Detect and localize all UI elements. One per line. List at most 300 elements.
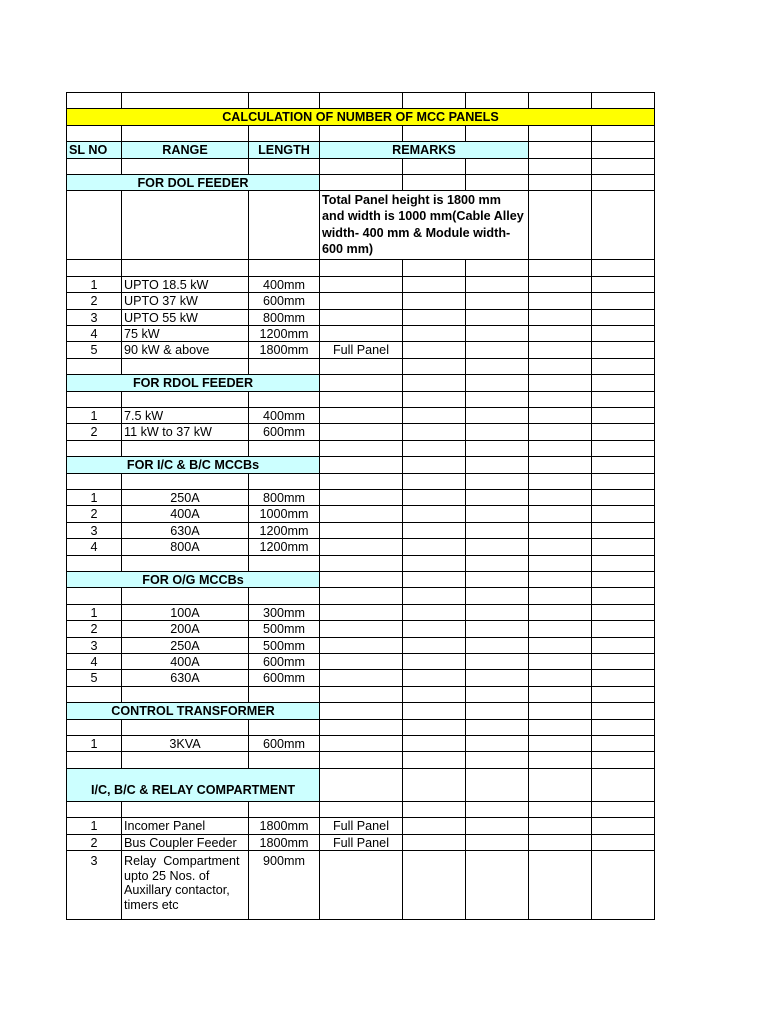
- panel-size-note-line: 600 mm): [322, 242, 374, 257]
- empty-cell: [67, 556, 122, 572]
- empty-cell: [592, 802, 655, 818]
- empty-cell: [67, 93, 122, 109]
- empty-cell: [466, 506, 529, 523]
- empty-cell: [403, 310, 466, 326]
- sl-no-cell: 3: [67, 638, 122, 654]
- empty-cell: [320, 506, 403, 523]
- empty-cell: [320, 654, 403, 670]
- empty-cell: [122, 126, 249, 142]
- empty-cell: [592, 126, 655, 142]
- range-cell-line: timers etc: [124, 898, 179, 913]
- empty-cell: [67, 126, 122, 142]
- empty-cell: [592, 736, 655, 752]
- empty-cell: [403, 408, 466, 424]
- section-heading: FOR I/C & B/C MCCBs: [67, 457, 320, 474]
- empty-cell: [403, 457, 466, 474]
- empty-cell: [529, 572, 592, 588]
- empty-cell: [67, 474, 122, 490]
- sl-no-cell: 2: [67, 835, 122, 851]
- empty-cell: [592, 293, 655, 310]
- empty-cell: [529, 191, 592, 260]
- empty-cell: [249, 392, 320, 408]
- empty-cell: [466, 175, 529, 191]
- range-cell: 75 kW: [122, 326, 249, 342]
- empty-cell: [403, 159, 466, 175]
- empty-cell: [320, 293, 403, 310]
- empty-cell: [466, 539, 529, 556]
- empty-cell: [403, 654, 466, 670]
- empty-cell: [529, 490, 592, 506]
- empty-cell: [320, 277, 403, 293]
- empty-cell: [122, 392, 249, 408]
- empty-cell: [592, 474, 655, 490]
- sl-no-cell: 5: [67, 670, 122, 687]
- empty-cell: [466, 342, 529, 359]
- empty-cell: [403, 556, 466, 572]
- empty-cell: [320, 638, 403, 654]
- empty-cell: [466, 93, 529, 109]
- empty-cell: [529, 375, 592, 392]
- sl-no-cell: 1: [67, 736, 122, 752]
- empty-cell: [320, 375, 403, 392]
- empty-cell: [592, 142, 655, 159]
- remarks-cell: Full Panel: [320, 818, 403, 835]
- empty-cell: [403, 490, 466, 506]
- range-cell: 7.5 kW: [122, 408, 249, 424]
- empty-cell: [592, 490, 655, 506]
- empty-cell: [320, 670, 403, 687]
- empty-cell: [320, 359, 403, 375]
- empty-cell: [592, 572, 655, 588]
- empty-cell: [529, 93, 592, 109]
- section-heading: FOR RDOL FEEDER: [67, 375, 320, 392]
- sl-no-cell: 1: [67, 818, 122, 835]
- empty-cell: [592, 654, 655, 670]
- empty-cell: [122, 260, 249, 277]
- empty-cell: [529, 175, 592, 191]
- section-heading: CONTROL TRANSFORMER: [67, 703, 320, 720]
- sl-no-cell: 2: [67, 506, 122, 523]
- empty-cell: [529, 769, 592, 802]
- empty-cell: [320, 260, 403, 277]
- empty-cell: [592, 588, 655, 605]
- panel-size-note-line: Total Panel height is 1800 mm: [322, 193, 501, 207]
- length-cell: 400mm: [249, 277, 320, 293]
- empty-cell: [403, 605, 466, 621]
- empty-cell: [249, 441, 320, 457]
- empty-cell: [67, 802, 122, 818]
- empty-cell: [67, 752, 122, 769]
- empty-cell: [592, 703, 655, 720]
- empty-cell: [249, 687, 320, 703]
- column-header-remarks: REMARKS: [320, 142, 529, 159]
- empty-cell: [403, 769, 466, 802]
- empty-cell: [529, 392, 592, 408]
- empty-cell: [529, 260, 592, 277]
- empty-cell: [592, 457, 655, 474]
- remarks-cell: Full Panel: [320, 342, 403, 359]
- empty-cell: [122, 588, 249, 605]
- length-cell: 1200mm: [249, 539, 320, 556]
- empty-cell: [466, 159, 529, 175]
- empty-cell: [403, 588, 466, 605]
- empty-cell: [529, 588, 592, 605]
- empty-cell: [320, 457, 403, 474]
- empty-cell: [403, 835, 466, 851]
- empty-cell: [529, 359, 592, 375]
- empty-cell: [320, 408, 403, 424]
- sheet-title: CALCULATION OF NUMBER OF MCC PANELS: [67, 109, 655, 126]
- remarks-cell: Full Panel: [320, 835, 403, 851]
- empty-cell: [320, 93, 403, 109]
- empty-cell: [320, 752, 403, 769]
- empty-cell: [320, 490, 403, 506]
- empty-cell: [249, 474, 320, 490]
- empty-cell: [529, 142, 592, 159]
- empty-cell: [529, 687, 592, 703]
- panel-size-note-line: and width is 1000 mm(Cable Alley: [322, 209, 524, 224]
- sl-no-cell: 4: [67, 539, 122, 556]
- length-cell: 800mm: [249, 310, 320, 326]
- empty-cell: [122, 441, 249, 457]
- empty-cell: [466, 835, 529, 851]
- empty-cell: [122, 191, 249, 260]
- empty-cell: [403, 703, 466, 720]
- empty-cell: [403, 802, 466, 818]
- empty-cell: [249, 159, 320, 175]
- empty-cell: [67, 720, 122, 736]
- range-cell-line: Auxillary contactor,: [124, 883, 230, 898]
- empty-cell: [466, 392, 529, 408]
- empty-cell: [529, 457, 592, 474]
- empty-cell: [592, 424, 655, 441]
- empty-cell: [529, 654, 592, 670]
- empty-cell: [592, 277, 655, 293]
- sl-no-cell: 1: [67, 408, 122, 424]
- empty-cell: [466, 474, 529, 490]
- empty-cell: [403, 342, 466, 359]
- empty-cell: [67, 687, 122, 703]
- empty-cell: [466, 126, 529, 142]
- empty-cell: [320, 687, 403, 703]
- empty-cell: [592, 818, 655, 835]
- empty-cell: [403, 359, 466, 375]
- empty-cell: [466, 654, 529, 670]
- sl-no-cell: 3: [67, 310, 122, 326]
- sl-no-cell: 2: [67, 424, 122, 441]
- empty-cell: [67, 588, 122, 605]
- sl-no-cell: 3: [67, 851, 122, 920]
- length-cell: 400mm: [249, 408, 320, 424]
- empty-cell: [466, 293, 529, 310]
- empty-cell: [122, 720, 249, 736]
- empty-cell: [320, 621, 403, 638]
- empty-cell: [466, 818, 529, 835]
- panel-size-note: [320, 191, 529, 260]
- empty-cell: [466, 359, 529, 375]
- range-cell: UPTO 55 kW: [122, 310, 249, 326]
- empty-cell: [529, 703, 592, 720]
- length-cell: 600mm: [249, 736, 320, 752]
- empty-cell: [67, 260, 122, 277]
- length-cell: 1800mm: [249, 818, 320, 835]
- range-cell: Incomer Panel: [122, 818, 249, 835]
- empty-cell: [403, 93, 466, 109]
- empty-cell: [320, 424, 403, 441]
- empty-cell: [403, 638, 466, 654]
- empty-cell: [466, 523, 529, 539]
- empty-cell: [403, 720, 466, 736]
- range-cell: Bus Coupler Feeder: [122, 835, 249, 851]
- panel-size-note-text: [322, 192, 524, 258]
- empty-cell: [592, 441, 655, 457]
- length-cell: 600mm: [249, 293, 320, 310]
- empty-cell: [320, 523, 403, 539]
- empty-cell: [249, 359, 320, 375]
- empty-cell: [403, 621, 466, 638]
- empty-cell: [529, 277, 592, 293]
- empty-cell: [466, 310, 529, 326]
- empty-cell: [249, 588, 320, 605]
- empty-cell: [403, 424, 466, 441]
- empty-cell: [592, 408, 655, 424]
- empty-cell: [403, 375, 466, 392]
- empty-cell: [529, 720, 592, 736]
- empty-cell: [249, 802, 320, 818]
- empty-cell: [592, 375, 655, 392]
- empty-cell: [529, 342, 592, 359]
- empty-cell: [320, 175, 403, 191]
- range-cell: 630A: [122, 670, 249, 687]
- empty-cell: [320, 802, 403, 818]
- empty-cell: [403, 818, 466, 835]
- range-cell: UPTO 37 kW: [122, 293, 249, 310]
- empty-cell: [529, 851, 592, 920]
- sl-no-cell: 4: [67, 654, 122, 670]
- empty-cell: [529, 556, 592, 572]
- empty-cell: [529, 605, 592, 621]
- column-header-range: RANGE: [122, 142, 249, 159]
- range-cell: 11 kW to 37 kW: [122, 424, 249, 441]
- length-cell: 1800mm: [249, 835, 320, 851]
- empty-cell: [403, 392, 466, 408]
- empty-cell: [466, 572, 529, 588]
- empty-cell: [529, 310, 592, 326]
- empty-cell: [466, 802, 529, 818]
- empty-cell: [122, 752, 249, 769]
- empty-cell: [529, 835, 592, 851]
- length-cell: 1200mm: [249, 523, 320, 539]
- range-cell: 3KVA: [122, 736, 249, 752]
- empty-cell: [466, 441, 529, 457]
- empty-cell: [592, 687, 655, 703]
- range-cell: [122, 851, 249, 920]
- empty-cell: [529, 474, 592, 490]
- empty-cell: [592, 556, 655, 572]
- empty-cell: [529, 326, 592, 342]
- empty-cell: [320, 572, 403, 588]
- empty-cell: [592, 506, 655, 523]
- empty-cell: [320, 126, 403, 142]
- empty-cell: [466, 424, 529, 441]
- empty-cell: [466, 720, 529, 736]
- empty-cell: [403, 752, 466, 769]
- empty-cell: [403, 260, 466, 277]
- sl-no-cell: 1: [67, 277, 122, 293]
- empty-cell: [249, 720, 320, 736]
- empty-cell: [320, 310, 403, 326]
- length-cell: 800mm: [249, 490, 320, 506]
- length-cell: 600mm: [249, 654, 320, 670]
- empty-cell: [320, 556, 403, 572]
- empty-cell: [466, 752, 529, 769]
- empty-cell: [122, 556, 249, 572]
- empty-cell: [67, 392, 122, 408]
- empty-cell: [592, 851, 655, 920]
- sl-no-cell: 2: [67, 293, 122, 310]
- empty-cell: [249, 260, 320, 277]
- empty-cell: [529, 126, 592, 142]
- empty-cell: [529, 802, 592, 818]
- range-cell: UPTO 18.5 kW: [122, 277, 249, 293]
- empty-cell: [529, 408, 592, 424]
- empty-cell: [466, 490, 529, 506]
- empty-cell: [529, 523, 592, 539]
- empty-cell: [592, 539, 655, 556]
- empty-cell: [529, 736, 592, 752]
- empty-cell: [466, 769, 529, 802]
- range-cell: 400A: [122, 654, 249, 670]
- empty-cell: [403, 175, 466, 191]
- empty-cell: [592, 720, 655, 736]
- range-cell: 100A: [122, 605, 249, 621]
- empty-cell: [122, 159, 249, 175]
- empty-cell: [67, 159, 122, 175]
- panel-size-note-line: width- 400 mm & Module width-: [322, 225, 511, 240]
- range-cell: 800A: [122, 539, 249, 556]
- empty-cell: [529, 752, 592, 769]
- empty-cell: [403, 293, 466, 310]
- empty-cell: [466, 638, 529, 654]
- empty-cell: [403, 523, 466, 539]
- empty-cell: [122, 802, 249, 818]
- empty-cell: [466, 408, 529, 424]
- sl-no-cell: 5: [67, 342, 122, 359]
- range-cell-text: [124, 854, 239, 913]
- column-header-length: LENGTH: [249, 142, 320, 159]
- empty-cell: [403, 539, 466, 556]
- length-cell: 600mm: [249, 424, 320, 441]
- length-cell: 500mm: [249, 621, 320, 638]
- empty-cell: [466, 851, 529, 920]
- empty-cell: [403, 326, 466, 342]
- empty-cell: [466, 736, 529, 752]
- empty-cell: [249, 191, 320, 260]
- range-cell-line: upto 25 Nos. of: [124, 868, 210, 883]
- empty-cell: [122, 93, 249, 109]
- empty-cell: [403, 441, 466, 457]
- empty-cell: [403, 851, 466, 920]
- empty-cell: [320, 703, 403, 720]
- section-heading: FOR O/G MCCBs: [67, 572, 320, 588]
- range-cell-line: Relay Compartment: [124, 854, 240, 868]
- empty-cell: [592, 310, 655, 326]
- empty-cell: [249, 556, 320, 572]
- empty-cell: [320, 769, 403, 802]
- empty-cell: [67, 191, 122, 260]
- sl-no-cell: 1: [67, 605, 122, 621]
- empty-cell: [529, 818, 592, 835]
- empty-cell: [320, 474, 403, 490]
- empty-cell: [122, 687, 249, 703]
- empty-cell: [466, 605, 529, 621]
- empty-cell: [592, 605, 655, 621]
- empty-cell: [466, 260, 529, 277]
- empty-cell: [592, 159, 655, 175]
- empty-cell: [320, 851, 403, 920]
- empty-cell: [403, 506, 466, 523]
- empty-cell: [529, 424, 592, 441]
- empty-cell: [466, 556, 529, 572]
- empty-cell: [466, 457, 529, 474]
- empty-cell: [529, 441, 592, 457]
- length-cell: 300mm: [249, 605, 320, 621]
- empty-cell: [320, 736, 403, 752]
- range-cell: 200A: [122, 621, 249, 638]
- range-cell: 400A: [122, 506, 249, 523]
- empty-cell: [320, 539, 403, 556]
- empty-cell: [529, 293, 592, 310]
- empty-cell: [466, 277, 529, 293]
- empty-cell: [529, 159, 592, 175]
- length-cell: 1200mm: [249, 326, 320, 342]
- empty-cell: [529, 539, 592, 556]
- range-cell: 250A: [122, 490, 249, 506]
- empty-cell: [403, 572, 466, 588]
- range-cell: 630A: [122, 523, 249, 539]
- range-cell: 250A: [122, 638, 249, 654]
- section-heading: FOR DOL FEEDER: [67, 175, 320, 191]
- length-cell: 1000mm: [249, 506, 320, 523]
- length-cell: 1800mm: [249, 342, 320, 359]
- empty-cell: [249, 93, 320, 109]
- empty-cell: [320, 441, 403, 457]
- empty-cell: [592, 523, 655, 539]
- empty-cell: [67, 441, 122, 457]
- empty-cell: [592, 359, 655, 375]
- length-cell: 600mm: [249, 670, 320, 687]
- empty-cell: [403, 474, 466, 490]
- empty-cell: [67, 359, 122, 375]
- empty-cell: [249, 752, 320, 769]
- empty-cell: [403, 277, 466, 293]
- section-heading: I/C, B/C & RELAY COMPARTMENT: [67, 769, 320, 802]
- empty-cell: [529, 638, 592, 654]
- sl-no-cell: 3: [67, 523, 122, 539]
- empty-cell: [403, 126, 466, 142]
- empty-cell: [249, 126, 320, 142]
- empty-cell: [403, 736, 466, 752]
- empty-cell: [592, 342, 655, 359]
- empty-cell: [320, 588, 403, 605]
- empty-cell: [592, 638, 655, 654]
- empty-cell: [320, 720, 403, 736]
- empty-cell: [592, 670, 655, 687]
- empty-cell: [403, 687, 466, 703]
- empty-cell: [320, 326, 403, 342]
- empty-cell: [466, 326, 529, 342]
- sl-no-cell: 2: [67, 621, 122, 638]
